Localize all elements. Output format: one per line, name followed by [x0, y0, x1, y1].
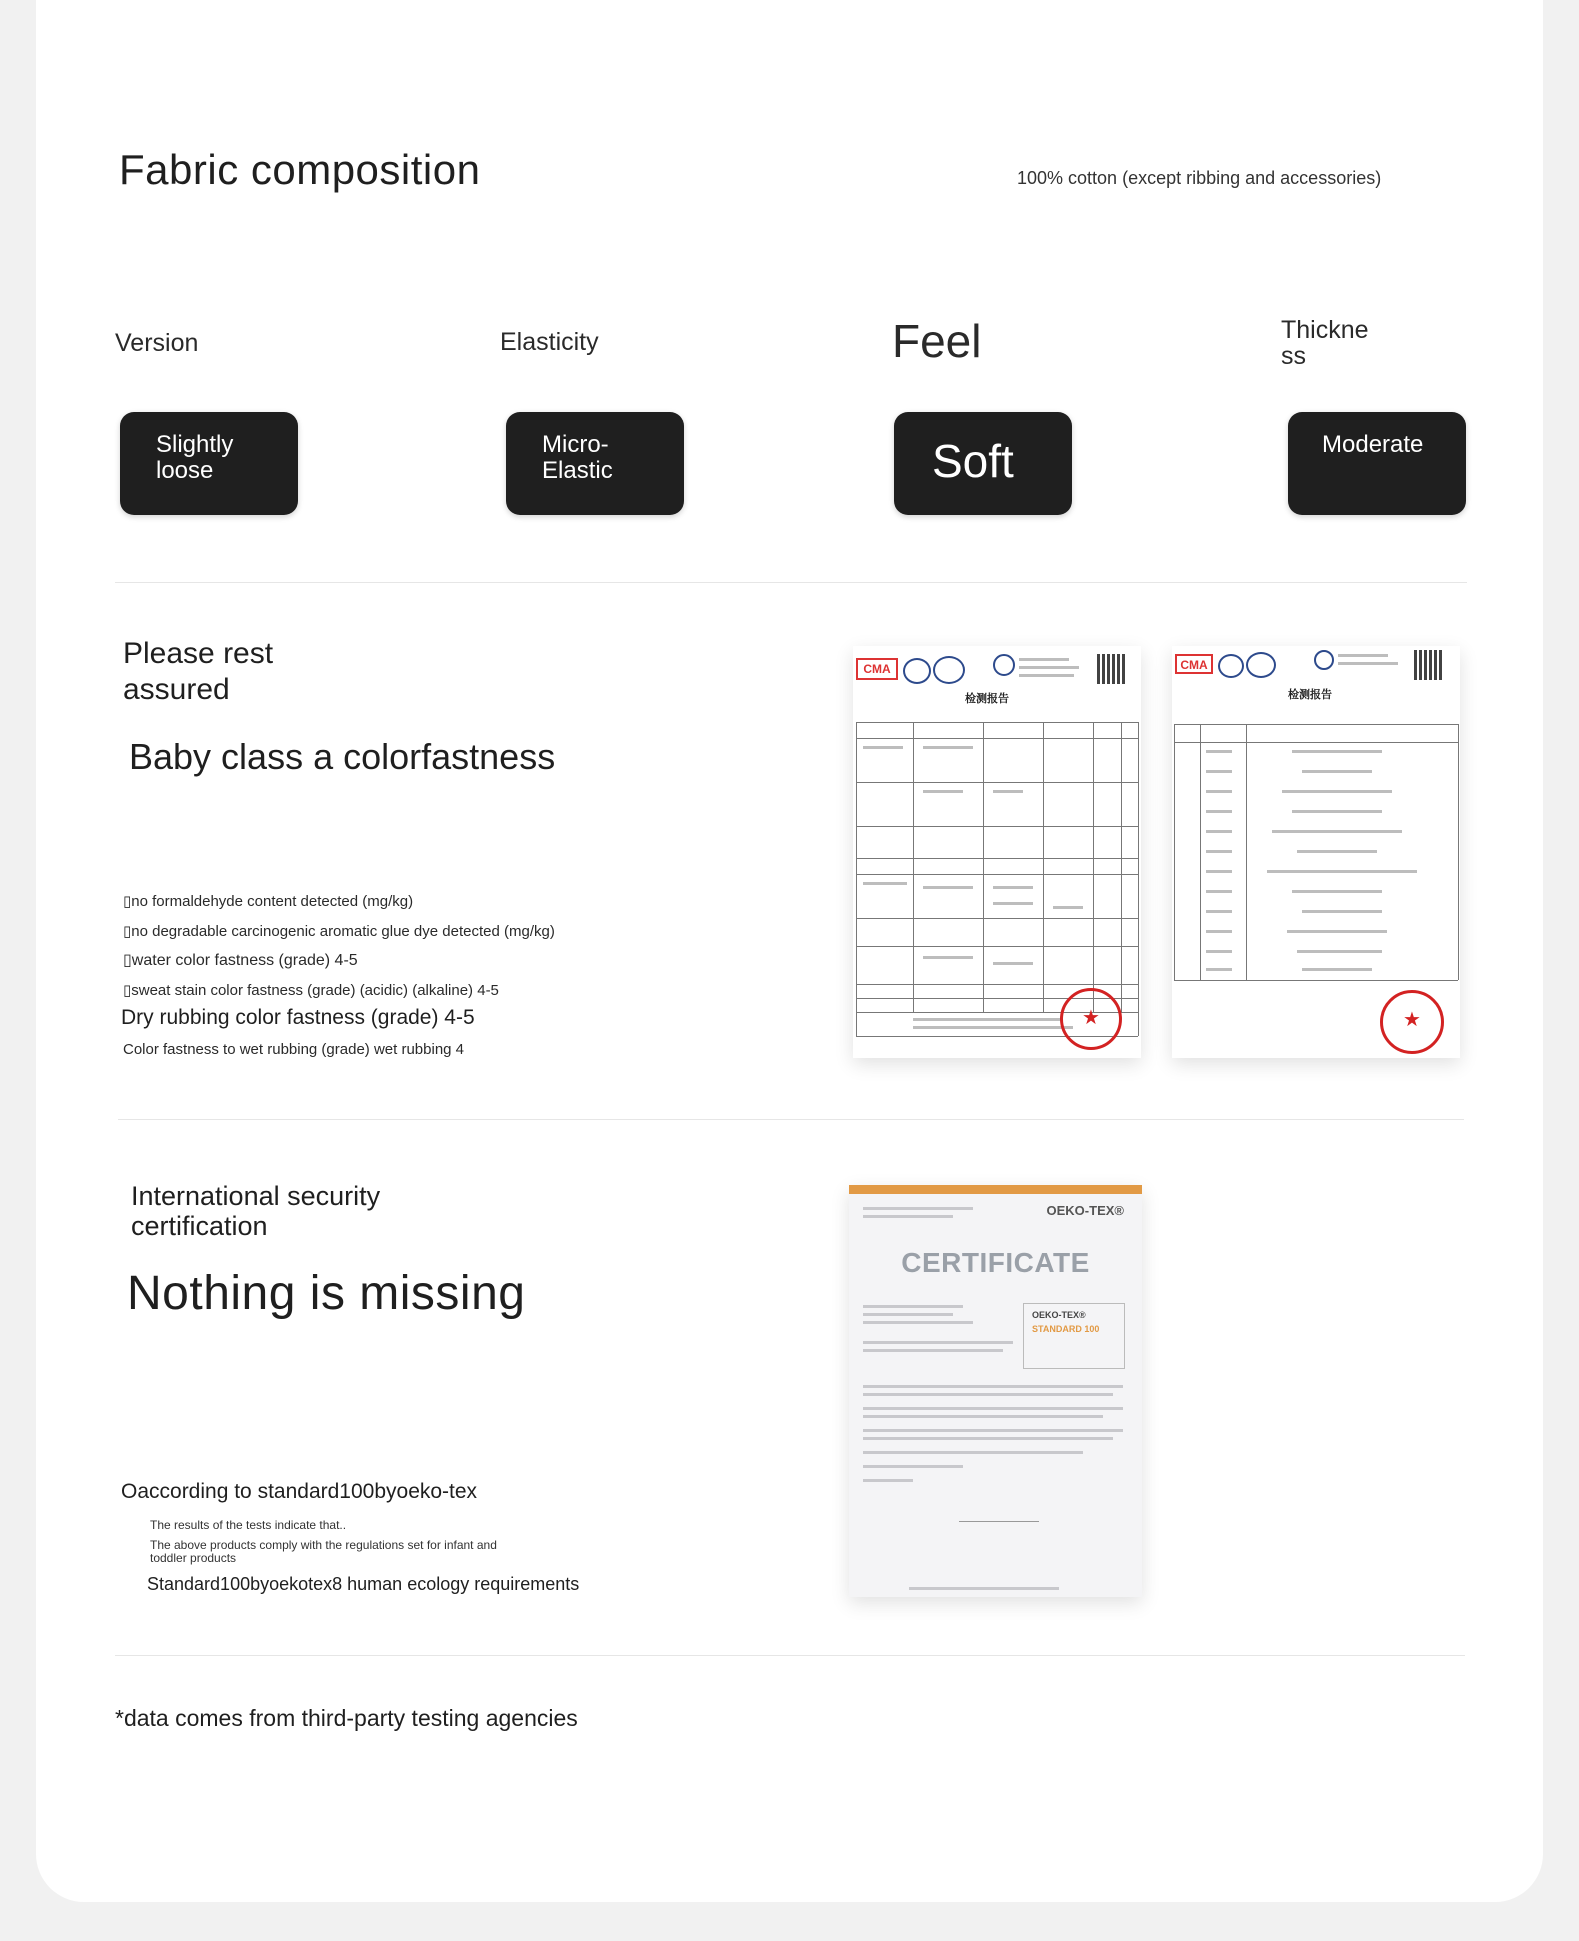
list-item: ▯water color fastness (grade) 4-5: [123, 952, 358, 969]
standard-requirements: Standard100byoekotex8 human ecology requirements: [147, 1574, 580, 1594]
qr-code-icon: [1097, 654, 1127, 684]
certification-subheading: Nothing is missing: [127, 1267, 526, 1320]
fabric-composition-value: 100% cotton (except ribbing and accessories): [1017, 168, 1382, 188]
standard-100-badge: [1023, 1303, 1125, 1369]
test-report-image: [853, 646, 1141, 1058]
red-seal-stamp: ★: [1060, 988, 1122, 1050]
test-results-text: The results of the tests indicate that..: [150, 1518, 347, 1532]
list-item: ▯no degradable carcinogenic aromatic glue dye detected (mg/kg): [123, 923, 555, 940]
cma-logo: CMA: [856, 658, 898, 680]
rest-assured-heading: Please rest assured: [123, 637, 274, 706]
certificate-top-bar: [849, 1185, 1142, 1194]
footnote: *data comes from third-party testing agencies: [115, 1705, 578, 1731]
attribute-label-elasticity: Elasticity: [500, 328, 599, 356]
red-seal-stamp: ★: [1380, 990, 1444, 1054]
ilac-logo: [903, 658, 931, 684]
certificate-brand: OEKO-TEX®: [1046, 1203, 1124, 1218]
ilac-logo: [1218, 654, 1244, 678]
attribute-pill-elasticity: [506, 412, 684, 515]
section-divider: [118, 1119, 1464, 1120]
report-title: 检测报告: [1288, 689, 1332, 701]
certification-heading: International security certification: [131, 1181, 381, 1241]
oeko-tex-certificate-image: [849, 1185, 1142, 1597]
list-item: Dry rubbing color fastness (grade) 4-5: [121, 1006, 475, 1029]
badge-standard: STANDARD 100: [1032, 1324, 1100, 1334]
attribute-label-version: Version: [115, 329, 199, 357]
cnas-logo: [1246, 652, 1276, 678]
list-item: ▯sweat stain color fastness (grade) (acidic) (alkaline) 4-5: [123, 982, 499, 999]
attribute-pill-thickness: [1288, 412, 1466, 515]
attribute-label-thickness: Thickness: [1281, 316, 1369, 370]
signature: [959, 1507, 1039, 1522]
report-title: 检测报告: [965, 693, 1009, 705]
cnas-logo: [933, 656, 965, 684]
fabric-composition-heading: Fabric composition: [119, 146, 481, 193]
accreditation-logo: [993, 654, 1015, 676]
certificate-title: CERTIFICATE: [901, 1247, 1090, 1278]
attribute-value-thickness: Moderate: [1322, 431, 1424, 458]
section-divider: [115, 582, 1467, 583]
according-to-standard: Oaccording to standard100byoeko-tex: [121, 1480, 478, 1503]
qr-code-icon: [1414, 650, 1444, 680]
compliance-text: The above products comply with the regulations set for infant and toddler products: [150, 1538, 497, 1565]
attribute-pill-version: [120, 412, 298, 515]
test-report-image: [1172, 646, 1460, 1058]
attribute-pill-feel: [894, 412, 1072, 515]
list-item: Color fastness to wet rubbing (grade) wet rubbing 4: [123, 1041, 465, 1058]
attribute-value-version: Slightly loose: [156, 431, 234, 484]
attribute-label-feel: Feel: [892, 315, 982, 367]
badge-brand: OEKO-TEX®: [1032, 1310, 1086, 1320]
section-divider: [115, 1655, 1465, 1656]
attribute-value-feel: Soft: [932, 435, 1014, 487]
cma-logo: CMA: [1175, 654, 1213, 674]
colorfastness-subheading: Baby class a colorfastness: [129, 736, 556, 777]
accreditation-logo: [1314, 650, 1334, 670]
attribute-value-elasticity: Micro-Elastic: [542, 431, 613, 484]
list-item: ▯no formaldehyde content detected (mg/kg): [123, 893, 414, 910]
